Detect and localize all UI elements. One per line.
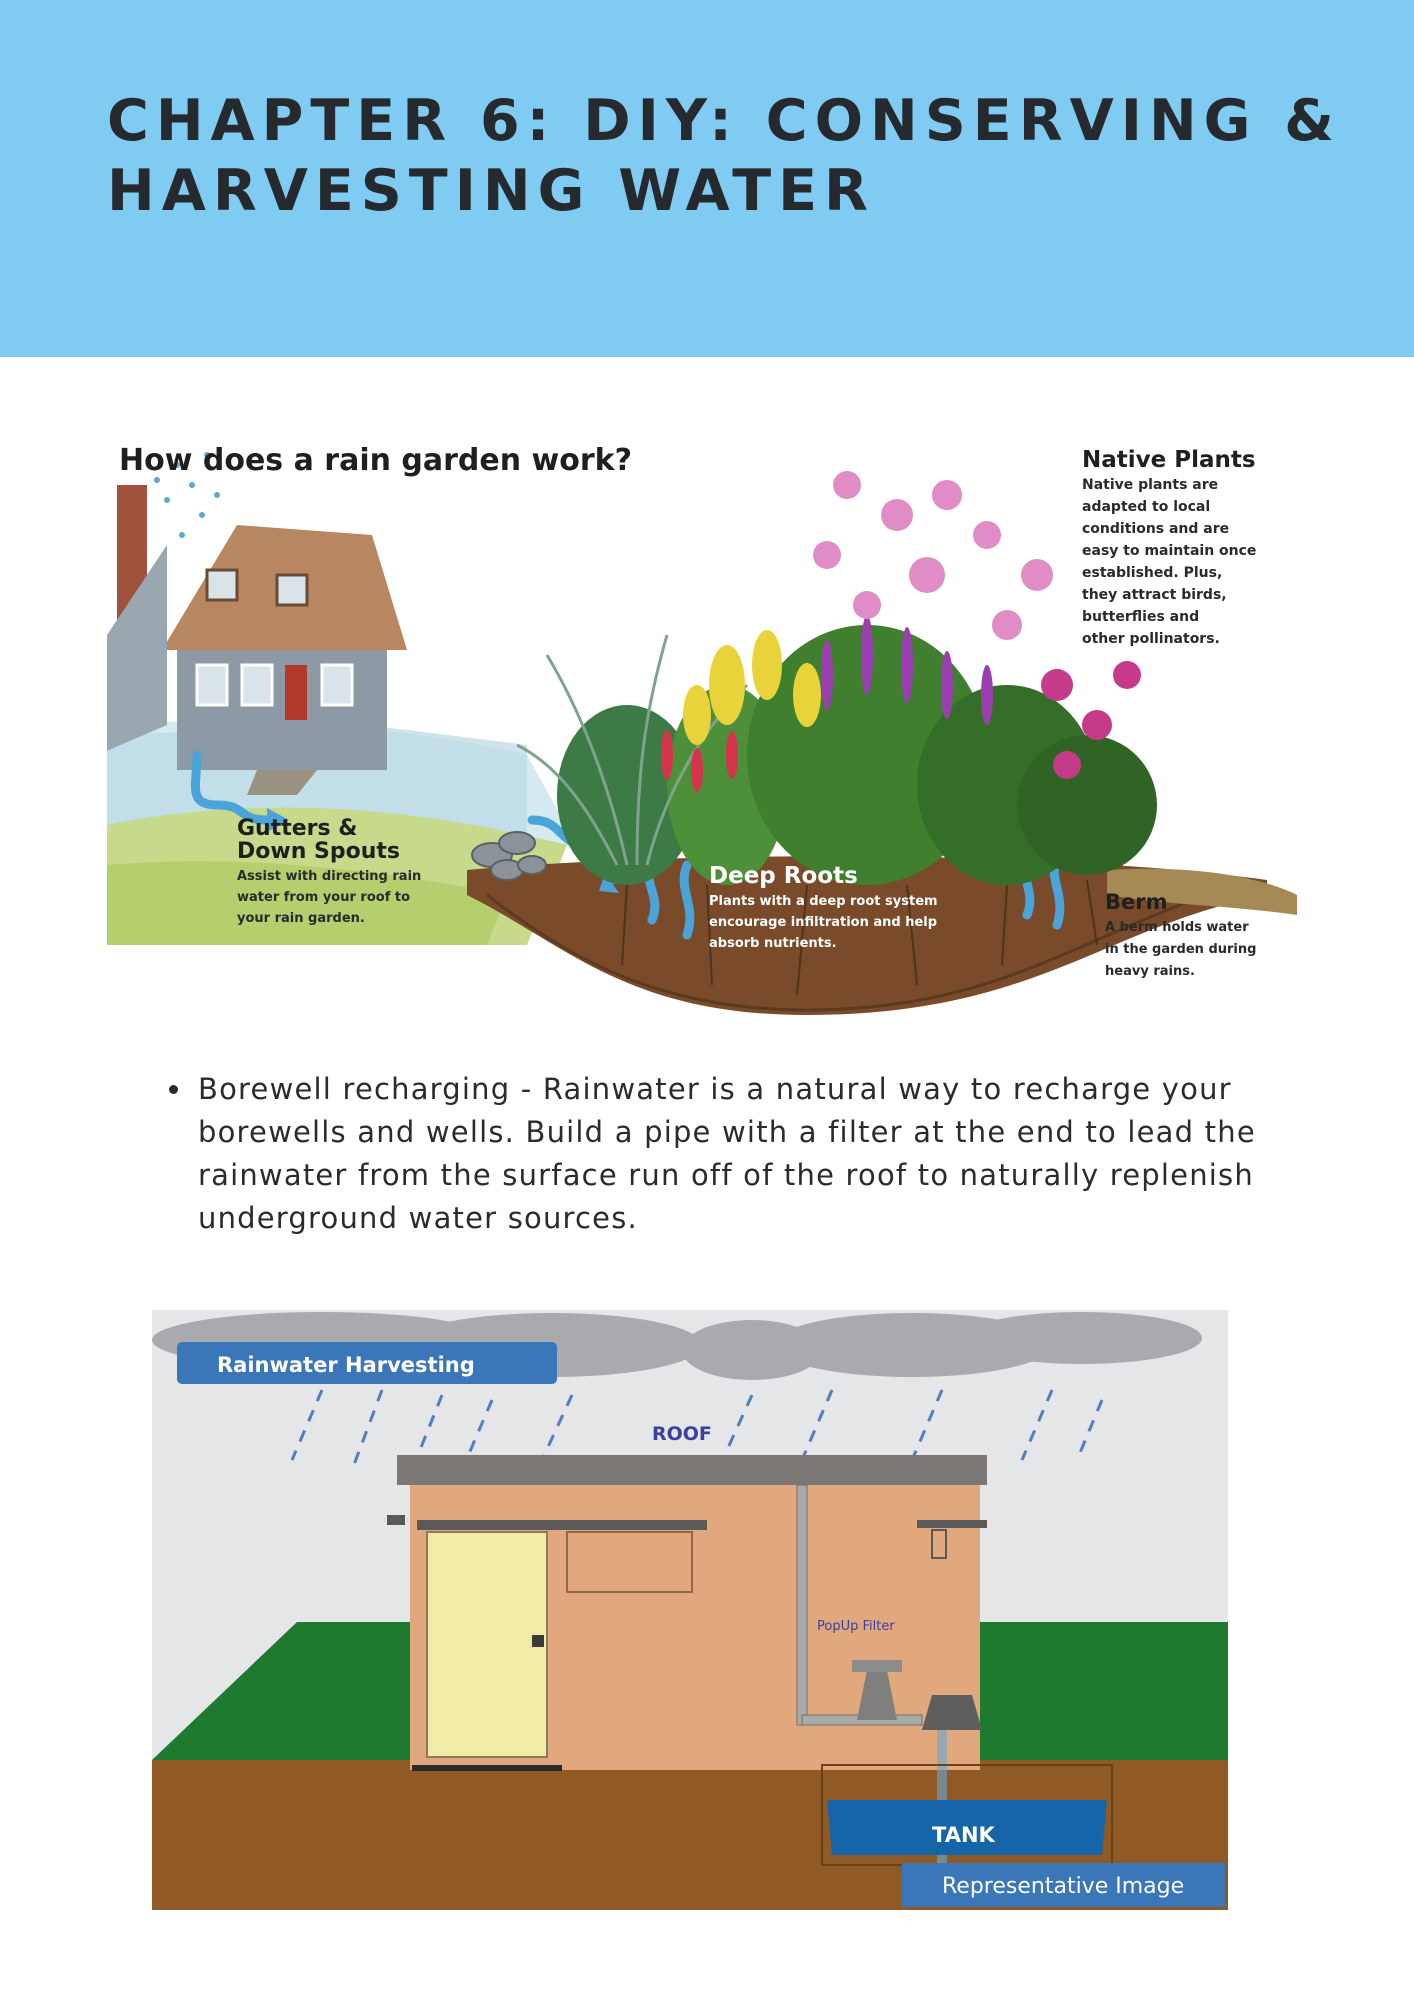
svg-text:established. Plus,: established. Plus, — [1082, 565, 1223, 581]
svg-text:adapted to local: adapted to local — [1082, 499, 1211, 515]
svg-text:Down Spouts: Down Spouts — [237, 839, 401, 864]
svg-text:your rain garden.: your rain garden. — [237, 911, 365, 926]
svg-text:Assist with directing rain: Assist with directing rain — [237, 869, 422, 884]
bullet-list — [160, 1068, 1344, 1240]
svg-text:absorb nutrients.: absorb nutrients. — [709, 936, 837, 951]
berm-heading: Berm — [1105, 890, 1168, 914]
svg-text:Gutters &: Gutters & — [237, 816, 358, 841]
roof-label: ROOF — [652, 1423, 712, 1445]
chapter-title: CHAPTER 6: DIY: CONSERVING & HARVESTING WATER — [107, 88, 1341, 224]
rain-garden-title: How does a rain garden work? — [119, 443, 633, 478]
banner-label: Rainwater Harvesting — [217, 1353, 475, 1377]
svg-text:Native plants are: Native plants are — [1082, 477, 1219, 493]
svg-text:heavy rains.: heavy rains. — [1105, 964, 1195, 979]
svg-text:Plants with a deep root system: Plants with a deep root system — [709, 894, 938, 909]
svg-text:butterflies and: butterflies and — [1082, 609, 1200, 625]
filter-label: PopUp Filter — [817, 1619, 895, 1634]
list-item: • Borewell recharging - Rainwater is a natural way to recharge your borewells and wells. Build a pipe with a filter at the end to lead the rainwater from the surface run off of the roof to naturally replenish underground water sources. — [194, 1068, 1344, 1240]
deep-roots-heading: Deep Roots — [709, 863, 858, 889]
svg-text:easy to maintain once: easy to maintain once — [1082, 543, 1257, 559]
svg-text:they attract birds,: they attract birds, — [1082, 587, 1227, 603]
svg-text:water from your roof to: water from your roof to — [237, 890, 411, 905]
rain-garden-figure — [107, 425, 1307, 1025]
svg-text:encourage infiltration and hel: encourage infiltration and help — [709, 915, 938, 930]
caption-label: Representative Image — [942, 1874, 1185, 1899]
svg-text:A berm holds water: A berm holds water — [1105, 920, 1249, 935]
svg-text:conditions and are: conditions and are — [1082, 521, 1230, 537]
svg-text:other pollinators.: other pollinators. — [1082, 631, 1220, 647]
tank-label: TANK — [932, 1823, 995, 1847]
rainwater-harvesting-figure — [152, 1310, 1228, 1910]
svg-text:in the garden during: in the garden during — [1105, 942, 1257, 957]
native-plants-heading: Native Plants — [1082, 447, 1256, 473]
